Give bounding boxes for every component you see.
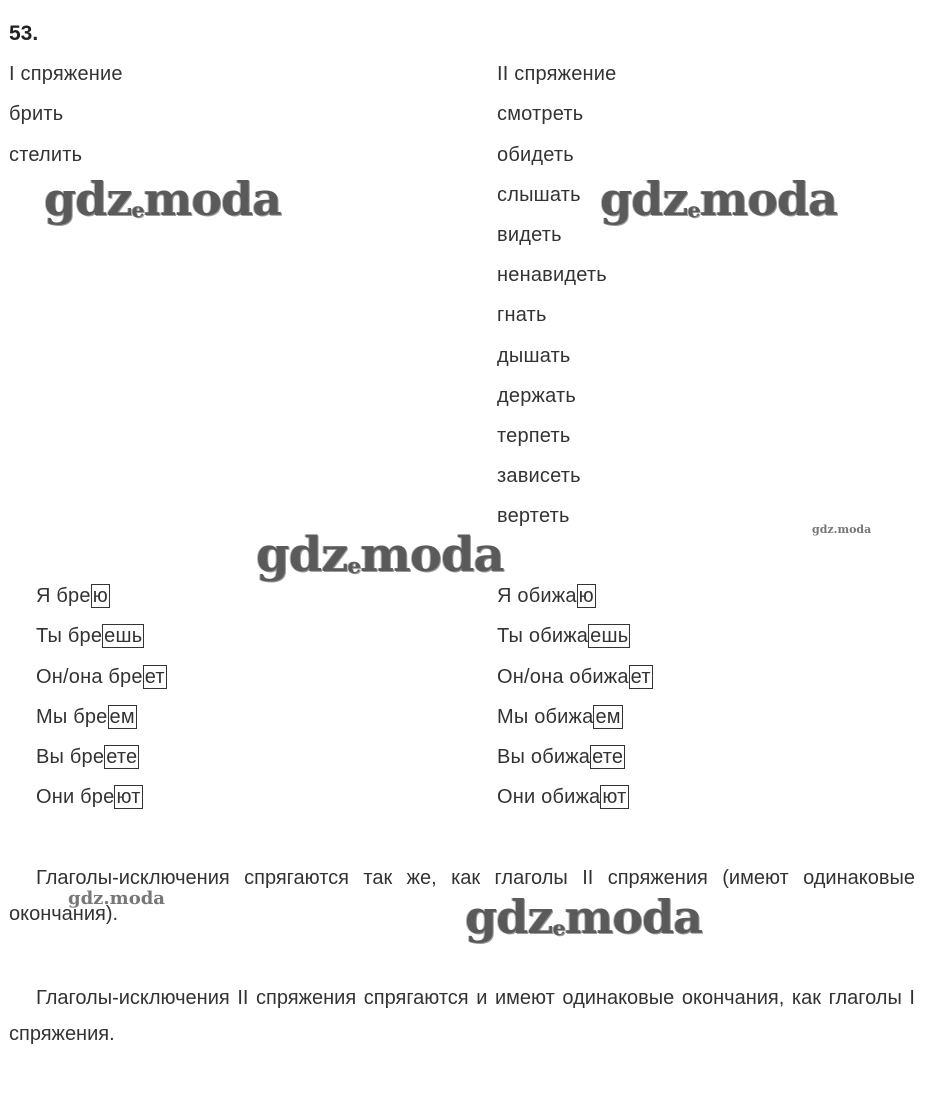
form-stem: Мы обижа — [497, 706, 594, 728]
heading-conjugation-one: I спряжение — [9, 63, 123, 85]
heading-conjugation-two: II спряжение — [497, 63, 617, 85]
word-item: стелить — [9, 144, 83, 166]
form-stem: Ты бре — [36, 625, 103, 647]
form-ending: ет — [144, 666, 165, 688]
word-item: держать — [497, 385, 576, 407]
watermark-small: gdz.moda — [812, 523, 872, 536]
watermark-logo: gdzemoda — [44, 172, 281, 226]
form-row — [36, 705, 137, 729]
word-item: слышать — [497, 184, 581, 206]
form-ending: ешь — [104, 625, 143, 647]
exercise-number: 53. — [9, 22, 39, 45]
paragraph: Глаголы-исключения спрягаются так же, как глаголы II спряжения (имеют одинаковые окончания). — [9, 867, 915, 925]
form-row — [36, 665, 167, 689]
word-item: дышать — [497, 345, 571, 367]
word-item: зависеть — [497, 465, 581, 487]
word-item: ненавидеть — [497, 264, 607, 286]
form-row — [497, 705, 623, 729]
word-item: смотреть — [497, 103, 584, 125]
form-ending: ешь — [590, 625, 629, 647]
word-item: вертеть — [497, 505, 570, 527]
form-ending: ем — [109, 706, 135, 728]
form-ending: ют — [116, 786, 141, 808]
form-stem: Мы бре — [36, 706, 108, 728]
word-item: брить — [9, 103, 64, 125]
form-ending: ю — [92, 585, 108, 607]
paragraph: Глаголы-исключения II спряжения спрягаются и имеют одинаковые окончания, как глаголы I спряжения. — [9, 987, 915, 1045]
form-stem: Он/она бре — [36, 666, 143, 688]
form-row — [497, 665, 653, 689]
form-ending: ем — [595, 706, 621, 728]
watermark-logo: gdzemoda — [256, 527, 504, 583]
form-stem: Я бре — [36, 585, 91, 607]
word-item: видеть — [497, 224, 562, 246]
form-stem: Вы бре — [36, 746, 105, 768]
form-ending: ю — [578, 585, 594, 607]
form-ending: ют — [602, 786, 627, 808]
form-stem: Они обижа — [497, 786, 601, 808]
form-stem: Я обижа — [497, 585, 577, 607]
watermark-logo: gdzemoda — [465, 890, 702, 944]
watermark-small: gdz.moda — [68, 888, 165, 909]
form-row — [497, 785, 629, 809]
form-row — [497, 624, 630, 648]
form-row — [36, 624, 144, 648]
form-row — [36, 745, 139, 769]
word-item: обидеть — [497, 144, 574, 166]
word-item: гнать — [497, 304, 547, 326]
form-ending: ет — [630, 666, 651, 688]
form-row — [497, 745, 625, 769]
form-stem: Вы обижа — [497, 746, 591, 768]
watermark-logo: gdzemoda — [600, 172, 837, 226]
form-row — [36, 584, 110, 608]
form-row — [36, 785, 143, 809]
form-row — [497, 584, 596, 608]
form-stem: Он/она обижа — [497, 666, 629, 688]
form-ending: ете — [106, 746, 138, 768]
form-stem: Ты обижа — [497, 625, 589, 647]
word-item: терпеть — [497, 425, 571, 447]
form-ending: ете — [592, 746, 624, 768]
form-stem: Они бре — [36, 786, 115, 808]
